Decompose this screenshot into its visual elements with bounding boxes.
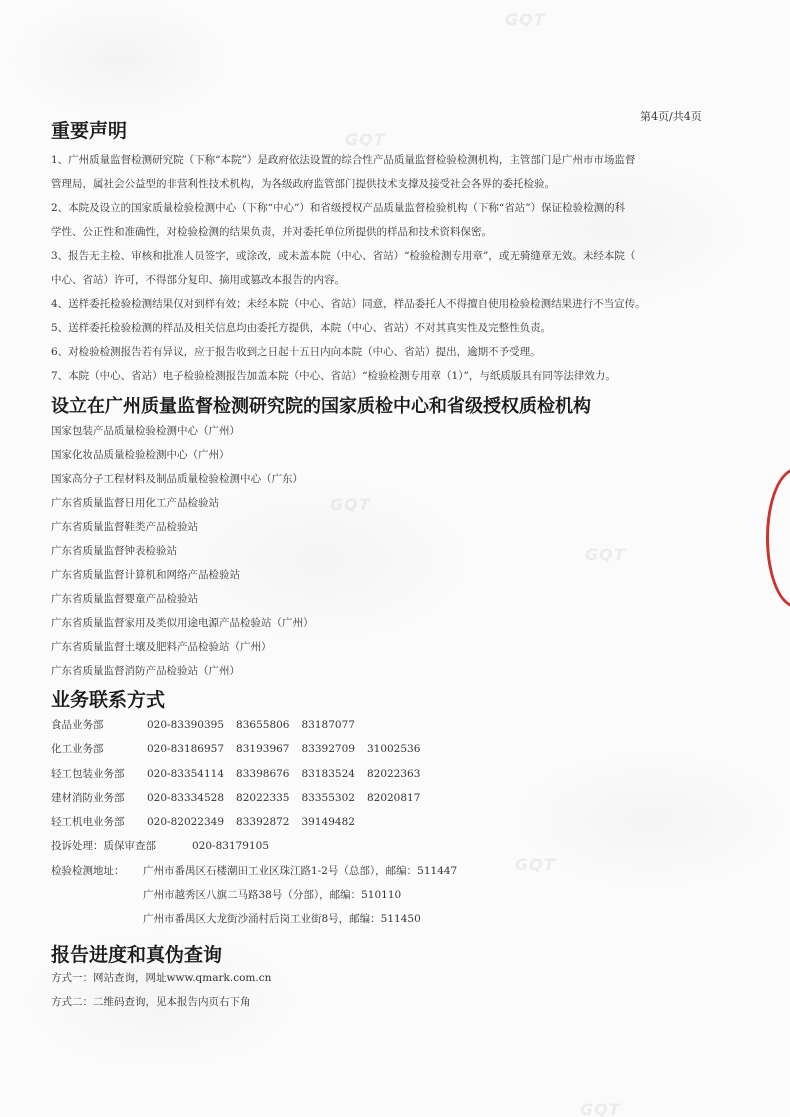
center-item: 国家化妆品质量检验检测中心（广州）: [51, 449, 230, 461]
watermark-gqt-4: GQT: [585, 545, 626, 564]
department-name: 轻工机电业务部: [51, 816, 125, 829]
phone-number: 31002536: [366, 743, 421, 756]
watermark-gqt-6: GQT: [580, 1100, 621, 1117]
phone-number: 020-83390395: [147, 719, 225, 731]
query-method: 方式一：网站查询，网址www.qmark.com.cn: [51, 972, 272, 984]
department-row: [51, 810, 731, 834]
center-item: 广东省质量监督婴童产品检验站: [51, 593, 198, 605]
phone-number: 020-83186957: [147, 743, 225, 756]
department-name: 建材消防业务部: [51, 791, 125, 804]
watermark-gqt-5: GQT: [515, 855, 556, 874]
notice-line: 5、送样委托检验检测的样品及相关信息均由委托方提供，本院（中心、省站）不对其真实性及完整性负责。: [51, 322, 552, 334]
phone-number: 83187077: [301, 719, 355, 731]
center-item: 广东省质量监督计算机和网络产品检验站: [51, 569, 240, 581]
address-label: 检验检测地址：: [51, 864, 125, 877]
phone-number: 83655806: [236, 719, 290, 731]
watermark-gqt-1: GQT: [505, 10, 546, 29]
contact-title: 业务联系方式: [51, 689, 166, 711]
complaint-row: [51, 834, 731, 858]
phone-number: 82022363: [366, 767, 421, 780]
phone-number: 83398676: [236, 767, 290, 780]
query-list: [51, 966, 731, 1014]
notice-title: 重要声明: [51, 120, 128, 142]
center-item: 广东省质量监督消防产品检验站（广州）: [51, 665, 240, 677]
department-name: 化工业务部: [51, 743, 104, 756]
department-name: 轻工包装业务部: [51, 767, 125, 780]
address-row: [51, 883, 731, 907]
phone-number: 83193967: [236, 743, 290, 756]
phone-number: 020-83354114: [147, 767, 225, 780]
address-row: [51, 859, 731, 883]
notice-line: 中心、省站）许可，不得部分复印、摘用或篡改本报告的内容。: [51, 274, 345, 286]
address-value: 广州市越秀区八旗二马路38号（分部），邮编：510110: [143, 889, 402, 902]
query-method: 方式二：二维码查询，见本报告内页右下角: [51, 996, 251, 1008]
address-value: 广州市番禺区大龙街沙涌村后岗工业街8号，邮编：511450: [143, 913, 421, 926]
address-row: [51, 907, 731, 931]
watermark-gqt-3: GQT: [330, 495, 371, 514]
watermark-gqt-2: GQT: [345, 130, 386, 149]
phone-number: 39149482: [301, 816, 355, 829]
phone-number: 83392872: [236, 816, 290, 829]
notice-line: 2、本院及设立的国家质量检验检测中心（下称“中心”）和省级授权产品质量监督检验机构（下称“省站”）保证检验检测的科: [51, 202, 626, 214]
phone-number: 83183524: [301, 767, 355, 780]
notice-list: [51, 148, 731, 388]
department-row: [51, 737, 731, 761]
query-title: 报告进度和真伪查询: [51, 944, 223, 966]
complaint-phone: 020-83179105: [192, 840, 270, 853]
complaint-label: 投诉处理：质保审查部: [51, 840, 156, 853]
center-item: 广东省质量监督土壤及肥料产品检验站（广州）: [51, 641, 272, 653]
page-number: 第4页/共4页: [640, 110, 702, 123]
center-item: 广东省质量监督鞋类产品检验站: [51, 521, 198, 533]
notice-line: 1、广州质量监督检测研究院（下称“本院”）是政府依法设置的综合性产品质量监督检验检测机构，主管部门是广州市市场监督: [51, 154, 636, 166]
center-item: 国家包装产品质量检验检测中心（广州）: [51, 425, 240, 437]
center-item: 国家高分子工程材料及制品质量检验检测中心（广东）: [51, 473, 303, 485]
phone-number: 83392709: [301, 743, 355, 756]
phone-number: 83355302: [301, 791, 355, 804]
notice-line: 3、报告无主检、审核和批准人员签字，或涂改，或未盖本院（中心、省站）“检验检测专用章”，或无骑缝章无效。未经本院（: [51, 250, 636, 262]
center-item: 广东省质量监督日用化工产品检验站: [51, 497, 219, 509]
red-seal-stamp: [766, 468, 790, 608]
phone-number: 82022335: [236, 791, 290, 804]
notice-line: 学性、公正性和准确性，对检验检测的结果负责，并对委托单位所提供的样品和技术资料保密。: [51, 226, 492, 238]
notice-line: 4、送样委托检验检测结果仅对到样有效；未经本院（中心、省站）同意，样品委托人不得擅自使用检验检测结果进行不当宣传。: [51, 298, 646, 310]
notice-line: 7、本院（中心、省站）电子检验检测报告加盖本院（中心、省站）“检验检测专用章（1）”，与纸质版具有同等法律效力。: [51, 370, 616, 382]
department-name: 食品业务部: [51, 719, 104, 731]
notice-line: 6、对检验检测报告若有异议，应于报告收到之日起十五日内向本院（中心、省站）提出，逾期不予受理。: [51, 346, 541, 358]
department-row: [51, 762, 731, 786]
address-value: 广州市番禺区石楼潮田工业区珠江路1-2号（总部），邮编：511447: [143, 864, 458, 877]
phone-number: 020-82022349: [147, 816, 225, 829]
centers-title: 设立在广州质量监督检测研究院的国家质检中心和省级授权质检机构: [51, 396, 591, 417]
phone-number: 020-83334528: [147, 791, 225, 804]
phone-number: 82020817: [366, 791, 421, 804]
centers-list: [51, 419, 731, 683]
contact-list: [51, 713, 731, 932]
center-item: 广东省质量监督家用及类似用途电源产品检验站（广州）: [51, 617, 314, 629]
department-row: [51, 713, 731, 737]
notice-line: 管理局，属社会公益型的非营利性技术机构，为各级政府监管部门提供技术支撑及接受社会各界的委托检验。: [51, 178, 555, 190]
center-item: 广东省质量监督钟表检验站: [51, 545, 177, 557]
department-row: [51, 786, 731, 810]
